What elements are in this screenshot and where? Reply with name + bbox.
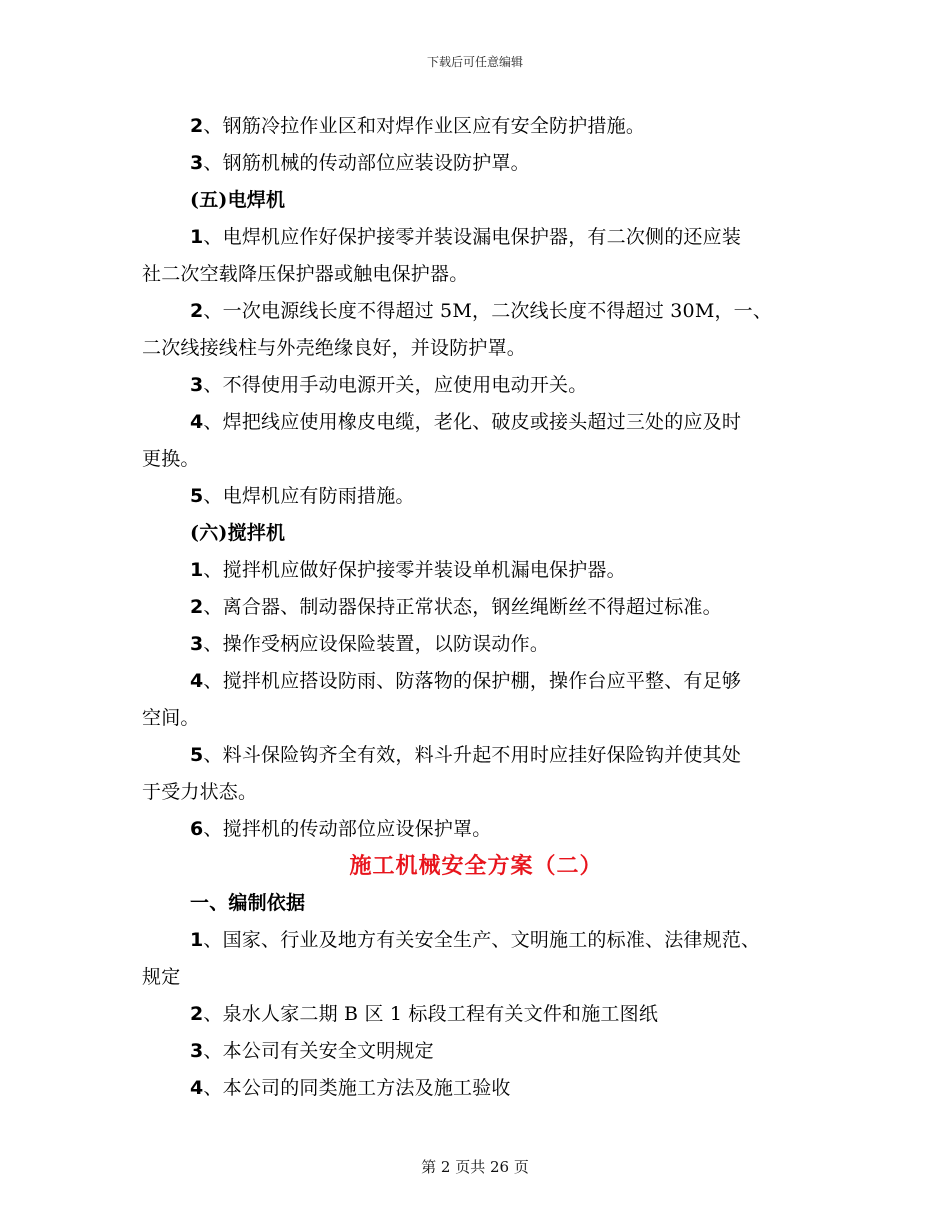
list-item: 4、焊把线应使用橡皮电缆，老化、破皮或接头超过三处的应及时 [190, 411, 742, 433]
list-item: 3、钢筋机械的传动部位应装设防护罩。 [190, 152, 530, 174]
list-item: 1、国家、行业及地方有关安全生产、文明施工的标准、法律规范、 [190, 929, 761, 951]
list-item-continuation: 更换。 [142, 448, 200, 470]
list-item: 3、操作受柄应设保险装置，以防误动作。 [190, 633, 550, 655]
list-item: 6、搅拌机的传动部位应设保护罩。 [190, 818, 492, 840]
list-item: 1、电焊机应作好保护接零并装设漏电保护器，有二次侧的还应装 [190, 226, 742, 248]
document-body [142, 108, 810, 1107]
section-heading: (五)电焊机 [190, 189, 286, 211]
list-item: 5、料斗保险钩齐全有效，料斗升起不用时应挂好保险钩并使其处 [190, 744, 742, 766]
section-heading: (六)搅拌机 [190, 522, 286, 544]
list-item: 1、搅拌机应做好保护接零并装设单机漏电保护器。 [190, 559, 626, 581]
section-heading: 一、编制依据 [190, 892, 306, 914]
page-footer: 第 2 页共 26 页 [421, 1158, 529, 1176]
list-item: 2、钢筋冷拉作业区和对焊作业区应有安全防护措施。 [190, 115, 646, 137]
document-title: 施工机械安全方案（二） [349, 853, 603, 879]
list-item: 3、本公司有关安全文明规定 [190, 1040, 434, 1062]
list-item-continuation: 规定 [142, 966, 181, 988]
list-item: 2、离合器、制动器保持正常状态，钢丝绳断丝不得超过标准。 [190, 596, 722, 618]
list-item: 2、一次电源线长度不得超过 5M，二次线长度不得超过 30M，一、 [190, 300, 773, 322]
list-item-continuation: 于受力状态。 [142, 781, 258, 803]
list-item: 4、搅拌机应搭设防雨、防落物的保护棚，操作台应平整、有足够 [190, 670, 742, 692]
list-item-continuation: 社二次空载降压保护器或触电保护器。 [142, 263, 469, 285]
list-item: 5、电焊机应有防雨措施。 [190, 485, 415, 507]
page-header: 下载后可任意编辑 [426, 55, 523, 69]
list-item: 2、泉水人家二期 B 区 1 标段工程有关文件和施工图纸 [190, 1003, 659, 1025]
list-item: 3、不得使用手动电源开关，应使用电动开关。 [190, 374, 588, 396]
list-item-continuation: 空间。 [142, 707, 200, 729]
list-item: 4、本公司的同类施工方法及施工验收 [190, 1077, 511, 1099]
list-item-continuation: 二次线接线柱与外壳绝缘良好，并设防护罩。 [142, 337, 527, 359]
